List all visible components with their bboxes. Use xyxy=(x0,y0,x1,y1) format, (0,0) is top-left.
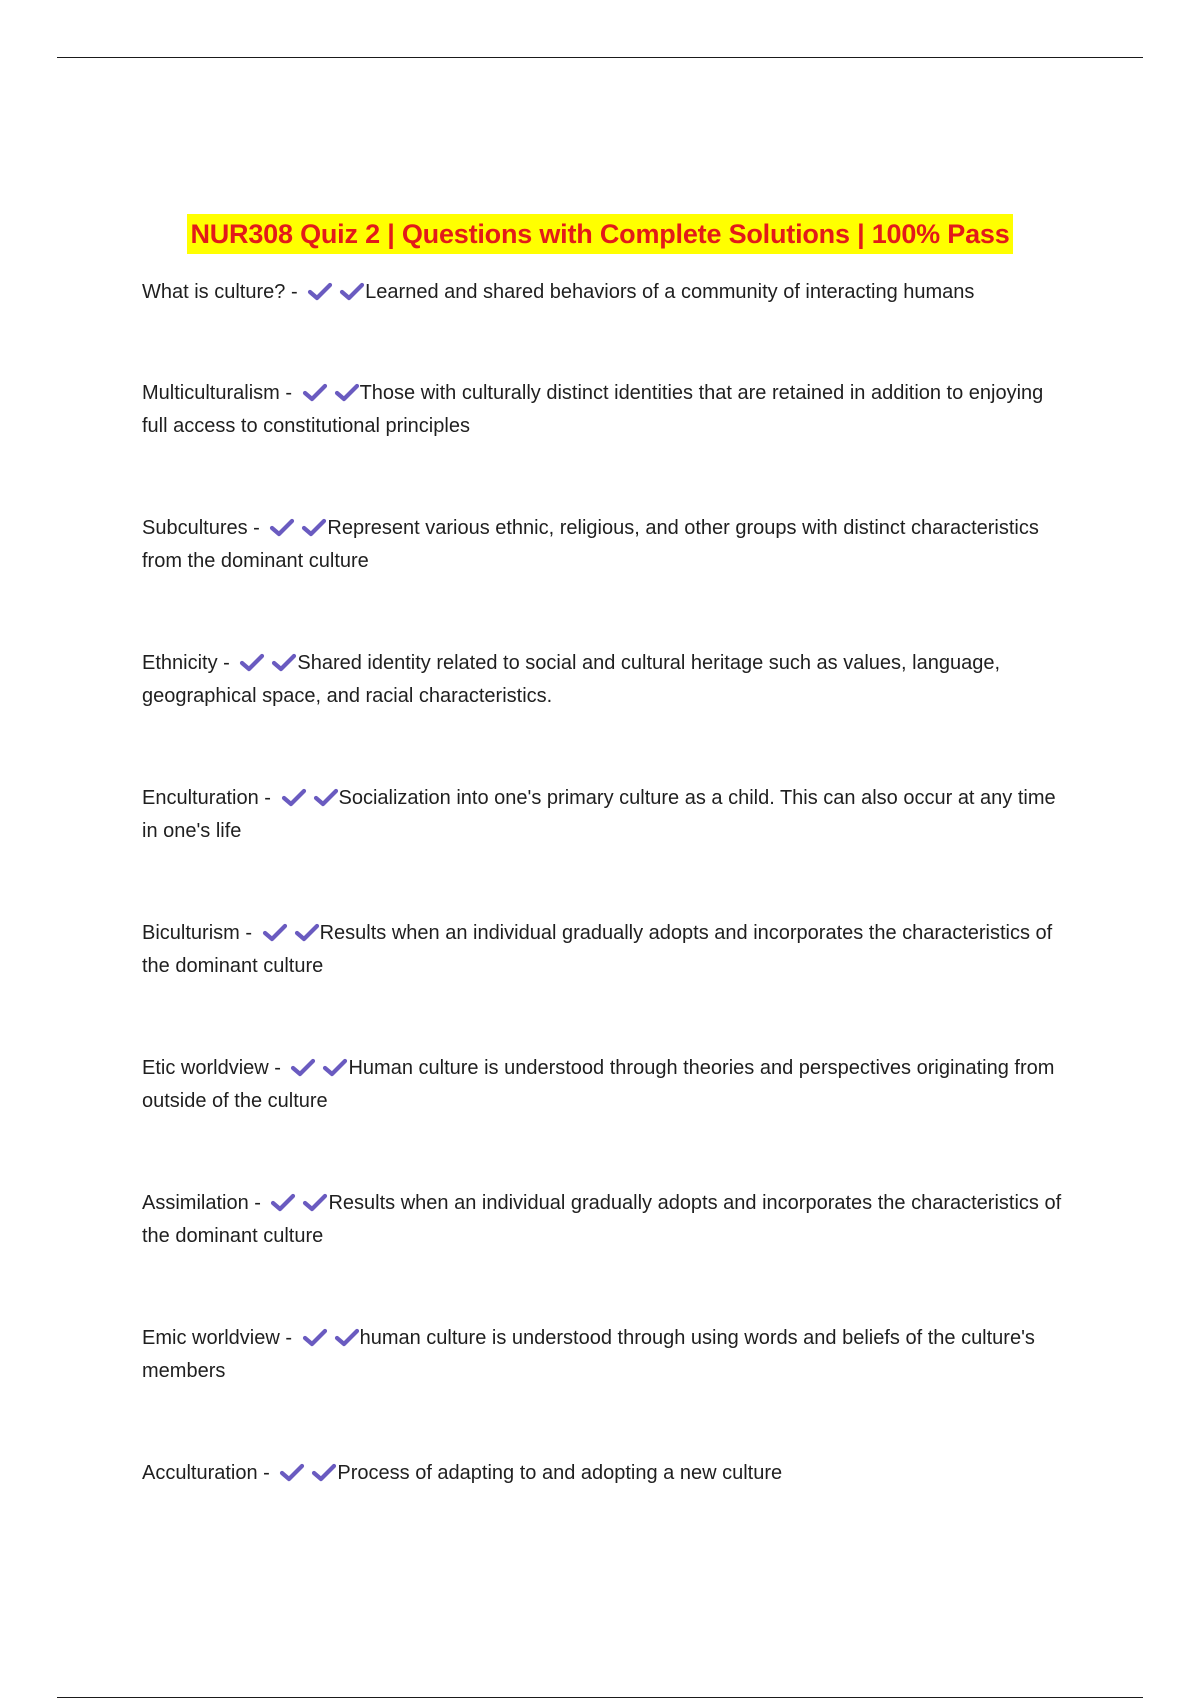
definition: Human culture is understood through theories and perspectives originating from outside of the culture xyxy=(142,1057,1055,1112)
qa-entry xyxy=(142,377,1072,443)
qa-entry xyxy=(142,1052,1072,1118)
bottom-rule xyxy=(57,1697,1143,1698)
qa-entry xyxy=(142,1187,1072,1253)
check-icon xyxy=(313,787,339,807)
term: Emic worldview - xyxy=(142,1327,298,1349)
definition: Shared identity related to social and cultural heritage such as values, language, geographical space, and racial characteristics. xyxy=(142,652,1001,707)
check-icon xyxy=(334,1327,360,1347)
definition: Socialization into one's primary culture as a child. This can also occur at any time in one's life xyxy=(142,787,1056,842)
top-rule xyxy=(57,57,1143,58)
title-container xyxy=(0,214,1200,254)
definition: Results when an individual gradually adopts and incorporates the characteristics of the dominant culture xyxy=(142,1192,1062,1247)
check-icon xyxy=(270,1192,296,1212)
qa-entry xyxy=(142,647,1072,713)
qa-entry xyxy=(142,917,1072,983)
check-icon xyxy=(339,281,365,301)
qa-entry xyxy=(142,1322,1072,1388)
term: Etic worldview - xyxy=(142,1057,287,1079)
qa-entry xyxy=(142,512,1072,578)
definition: Process of adapting to and adopting a new culture xyxy=(337,1462,783,1484)
check-icon xyxy=(311,1462,337,1482)
qa-entry xyxy=(142,276,1072,309)
check-icon xyxy=(239,652,265,672)
term: Biculturism - xyxy=(142,922,258,944)
definition: Those with culturally distinct identities that are retained in addition to enjoying full access to constitutional principles xyxy=(142,382,1044,437)
qa-entry xyxy=(142,1457,1072,1490)
qa-entry xyxy=(142,782,1072,848)
check-icon xyxy=(290,1057,316,1077)
term: Multiculturalism - xyxy=(142,382,298,404)
check-icon xyxy=(281,787,307,807)
term: What is culture? - xyxy=(142,281,304,303)
check-icon xyxy=(269,517,295,537)
term: Enculturation - xyxy=(142,787,277,809)
qa-list xyxy=(142,276,1072,1558)
check-icon xyxy=(271,652,297,672)
check-icon xyxy=(334,382,360,402)
term: Ethnicity - xyxy=(142,652,236,674)
check-icon xyxy=(307,281,333,301)
term: Acculturation - xyxy=(142,1462,276,1484)
check-icon xyxy=(302,1192,328,1212)
check-icon xyxy=(279,1462,305,1482)
check-icon xyxy=(322,1057,348,1077)
check-icon xyxy=(302,1327,328,1347)
term: Assimilation - xyxy=(142,1192,267,1214)
term: Subcultures - xyxy=(142,517,266,539)
definition: human culture is understood through using words and beliefs of the culture's members xyxy=(142,1327,1035,1382)
check-icon xyxy=(302,382,328,402)
definition: Results when an individual gradually adopts and incorporates the characteristics of the dominant culture xyxy=(142,922,1053,977)
definition: Represent various ethnic, religious, and other groups with distinct characteristics from the dominant culture xyxy=(142,517,1039,572)
definition: Learned and shared behaviors of a community of interacting humans xyxy=(365,281,975,303)
document-title: NUR308 Quiz 2 | Questions with Complete Solutions | 100% Pass xyxy=(187,214,1012,254)
check-icon xyxy=(294,922,320,942)
check-icon xyxy=(301,517,327,537)
check-icon xyxy=(262,922,288,942)
